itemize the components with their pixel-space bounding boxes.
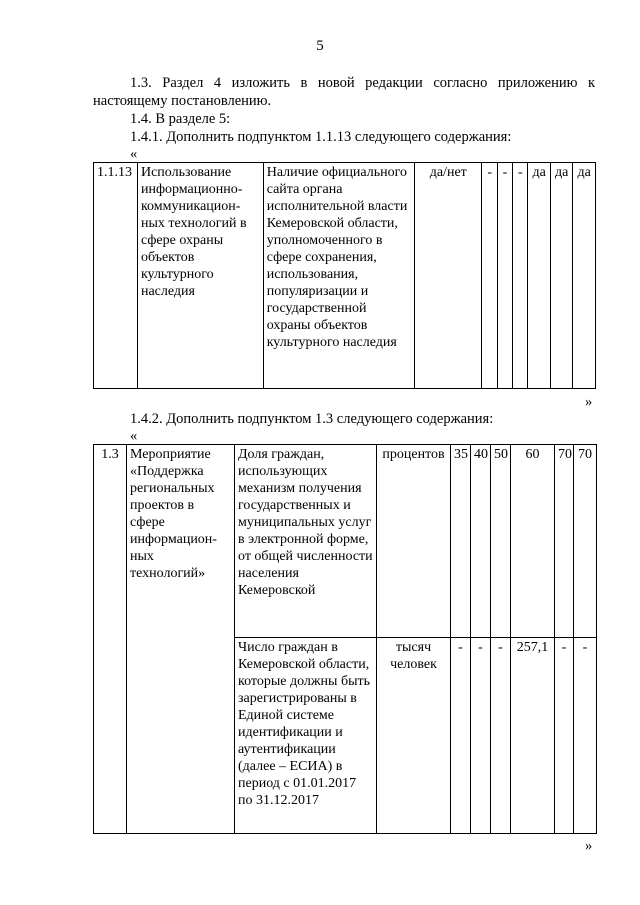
value-cell: да xyxy=(550,163,572,389)
value-cell: - xyxy=(482,163,497,389)
value-cell: - xyxy=(491,638,511,834)
value-cell: - xyxy=(513,163,528,389)
paragraph-1-4-1: 1.4.1. Дополнить подпунктом 1.1.13 следующего содержания: xyxy=(130,129,512,145)
value-cell: да xyxy=(573,163,596,389)
paragraph-1-3: 1.3. Раздел 4 изложить в новой редакции согласно приложению к xyxy=(130,75,595,91)
row-code: 1.3 xyxy=(94,445,127,834)
row-unit: процентов xyxy=(377,445,451,638)
paragraph-1-4: 1.4. В разделе 5: xyxy=(130,111,231,127)
page-number: 5 xyxy=(316,38,324,54)
row-unit: да/нет xyxy=(415,163,482,389)
table-subsection-1-3 xyxy=(93,444,597,834)
row-code: 1.1.13 xyxy=(94,163,138,389)
value-cell: - xyxy=(471,638,491,834)
paragraph-1-4-2: 1.4.2. Дополнить подпунктом 1.3 следующего содержания: xyxy=(130,411,494,427)
value-cell: - xyxy=(555,638,574,834)
value-cell: - xyxy=(451,638,471,834)
opening-quote-2: « xyxy=(130,428,138,444)
row-unit: тысяч человек xyxy=(377,638,451,834)
closing-quote-1: » xyxy=(585,394,593,410)
value-cell: 50 xyxy=(491,445,511,638)
row-name: Мероприятие «Поддержка региональных проектов в сфере информацион-ных технологий» xyxy=(127,445,235,834)
value-cell: 60 xyxy=(511,445,555,638)
value-cell: да xyxy=(528,163,550,389)
value-cell: 70 xyxy=(574,445,597,638)
row-indicator: Наличие официального сайта органа исполнительной власти Кемеровской области, уполномоченного в сфере сохранения, использования, популяризации и государственной охраны объектов культурного наследия xyxy=(263,163,414,389)
value-cell: 257,1 xyxy=(511,638,555,834)
row-name: Использование информационно-коммуникацион-ных технологий в сфере охраны объектов культурного наследия xyxy=(137,163,263,389)
value-cell: - xyxy=(497,163,512,389)
opening-quote-1: « xyxy=(130,146,138,162)
paragraph-1-3-continuation: настоящему постановлению. xyxy=(93,93,272,109)
value-cell: - xyxy=(574,638,597,834)
value-cell: 70 xyxy=(555,445,574,638)
value-cell: 35 xyxy=(451,445,471,638)
value-cell: 40 xyxy=(471,445,491,638)
closing-quote-2: » xyxy=(585,838,593,854)
row-indicator: Доля граждан, использующих механизм получения государственных и муниципальных услуг в электронной форме, от общей численности населения Кемеровской xyxy=(235,445,377,638)
row-indicator: Число граждан в Кемеровской области, которые должны быть зарегистрированы в Единой системе идентификации и аутентификации (далее – ЕСИА) в период с 01.01.2017 по 31.12.2017 xyxy=(235,638,377,834)
table-subsection-1-1-13 xyxy=(93,162,596,389)
